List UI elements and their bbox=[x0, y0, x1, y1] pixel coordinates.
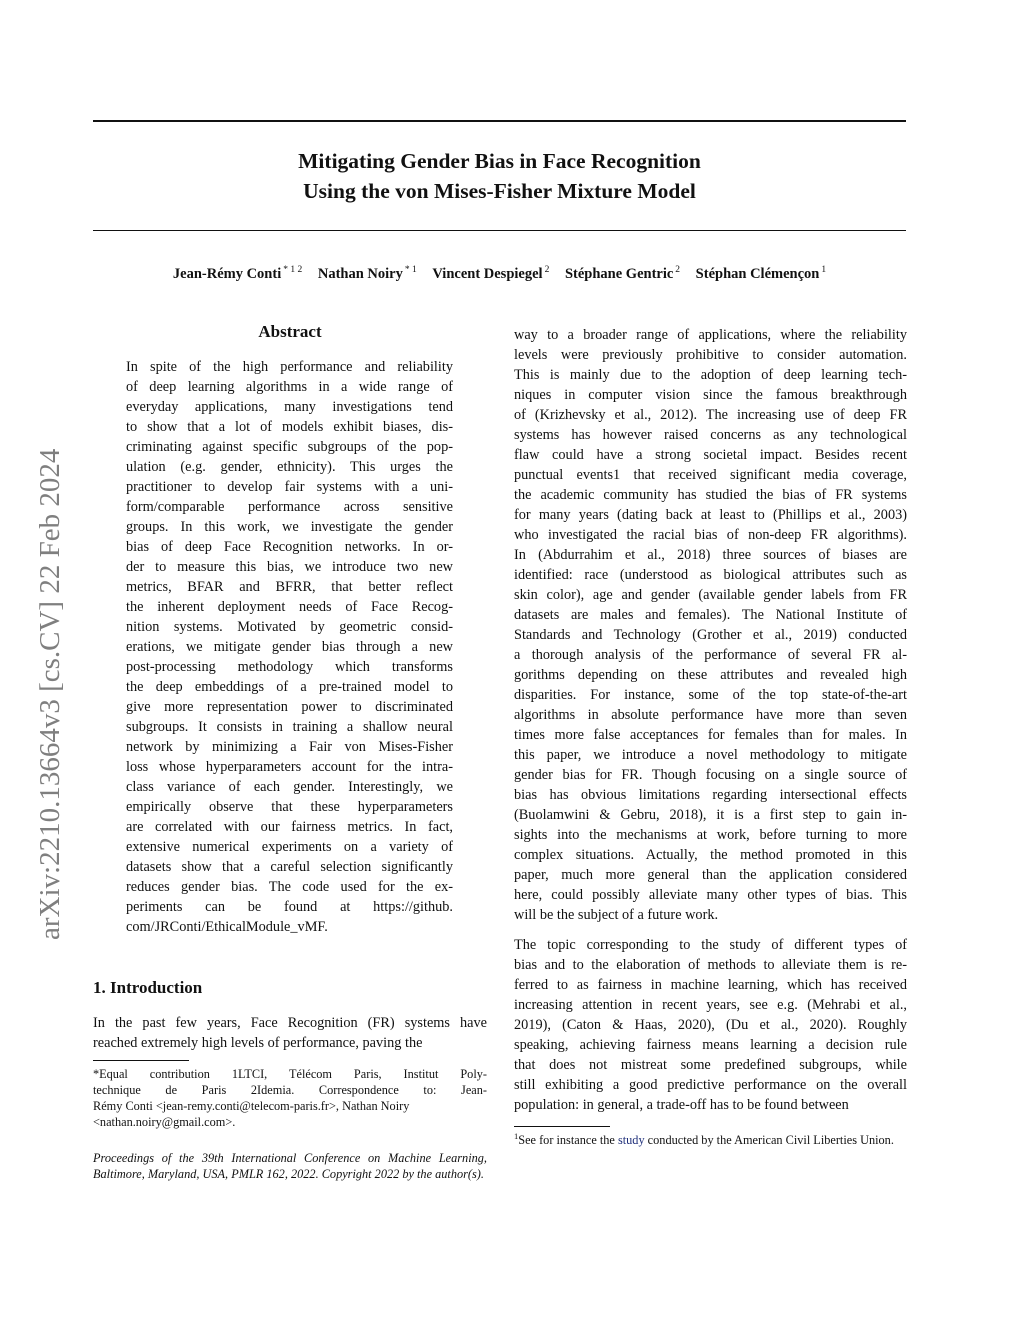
footnote-affiliations bbox=[93, 1066, 487, 1130]
body-text-line: punctual events1 that received significant media coverage, bbox=[514, 467, 907, 483]
body-text-line: way to a broader range of applications, where the reliability bbox=[514, 327, 907, 343]
footnote-marker: 1 bbox=[514, 1131, 519, 1141]
body-text-line: that does not mistreat some predefined subgroups, while bbox=[514, 1057, 907, 1073]
abstract-line: metrics, BFAR and BFRR, that better reflect bbox=[126, 579, 453, 595]
abstract-line: everyday applications, many investigations tend bbox=[126, 399, 453, 415]
abstract-line: class variance of each gender. Interestingly, we bbox=[126, 779, 453, 795]
abstract-line: subgroups. It consists in training a shallow neural bbox=[126, 719, 453, 735]
body-text-line: the academic community has studied the bias of FR systems bbox=[514, 487, 907, 503]
title-rule-top bbox=[93, 120, 906, 122]
body-text-line: This is mainly due to the adoption of deep learning tech- bbox=[514, 367, 907, 383]
footnote-line: *Equal contribution 1LTCI, Télécom Paris, Institut Poly- bbox=[93, 1067, 487, 1081]
abstract-line: ulation (e.g. gender, ethnicity). This urges the bbox=[126, 459, 453, 475]
proceedings-notice bbox=[93, 1150, 487, 1182]
introduction-body bbox=[93, 1013, 487, 1053]
abstract-line: bias of deep Face Recognition networks. In or- bbox=[126, 539, 453, 555]
body-text-line: Standards and Technology (Grother et al., 2019) conducted bbox=[514, 627, 907, 643]
body-text-line: In (Abdurrahim et al., 2018) three sources of biases are bbox=[514, 547, 907, 563]
abstract-line: der to measure this bias, we introduce two new bbox=[126, 559, 453, 575]
abstract-line: reduces gender bias. The code used for the ex- bbox=[126, 879, 453, 895]
abstract-line: network by minimizing a Fair von Mises-Fisher bbox=[126, 739, 453, 755]
introduction-line: In the past few years, Face Recognition (FR) systems have bbox=[93, 1015, 487, 1031]
body-text-line: algorithms in absolute performance have more than seven bbox=[514, 707, 907, 723]
abstract-line: form/comparable performance across sensitive bbox=[126, 499, 453, 515]
author-affiliation: 1 bbox=[821, 265, 827, 275]
body-text-line: The topic corresponding to the study of different types of bbox=[514, 937, 907, 953]
body-text-line: 2019), (Caton & Haas, 2020), (Du et al., 2020). Roughly bbox=[514, 1017, 907, 1033]
abstract-heading: Abstract bbox=[258, 322, 322, 341]
right-column-paragraph-2 bbox=[514, 935, 907, 1115]
body-text-line: disparities. For instance, some of the top state-of-the-art bbox=[514, 687, 907, 703]
body-text-line: this paper, we introduce a novel methodology to mitigate bbox=[514, 747, 907, 763]
body-text-line: flaw could have a strong societal impact. Besides recent bbox=[514, 447, 907, 463]
body-text-line: a thorough analysis of the performance of several FR al- bbox=[514, 647, 907, 663]
abstract-line: criminating against specific subgroups of the pop- bbox=[126, 439, 453, 455]
proceedings-text: Proceedings of the 39th International Conference on Machine Learning, Baltimore, Maryland, USA, PMLR 162, 2022. Copyright 2022 by the author(s). bbox=[93, 1151, 487, 1181]
author-list bbox=[93, 265, 906, 283]
body-text-line: datasets are males and females). The National Institute of bbox=[514, 607, 907, 623]
body-text-line: population: in general, a trade-off has to be found between bbox=[514, 1097, 849, 1113]
body-text-line: here, could possibly alleviate many other types of bias. This bbox=[514, 887, 907, 903]
body-text-line: for many years (dating back at least to (Phillips et al., 2003) bbox=[514, 507, 907, 523]
body-text-line: gorithms depending on these attributes and revealed high bbox=[514, 667, 907, 683]
body-text-line: still exhibiting a good predictive performance on the overall bbox=[514, 1077, 907, 1093]
paper-title-line-2: Using the von Mises-Fisher Mixture Model bbox=[303, 179, 696, 203]
body-text-line: skin color), age and gender (available gender labels from FR bbox=[514, 587, 907, 603]
study-link[interactable]: study bbox=[617, 1133, 645, 1148]
body-text-line: paper, much more general than the application considered bbox=[514, 867, 907, 883]
body-text-line: bias and to the elaboration of methods to alleviate them is re- bbox=[514, 957, 907, 973]
author-affiliation: 2 bbox=[544, 265, 550, 275]
body-text-line: levels were previously prohibitive to consider automation. bbox=[514, 347, 907, 363]
author bbox=[173, 266, 302, 282]
author-name: Stéphane Gentric bbox=[564, 265, 674, 282]
abstract-line: loss whose hyperparameters account for the intra- bbox=[126, 759, 453, 775]
abstract-line: of deep learning algorithms in a wide range of bbox=[126, 379, 453, 395]
body-text-line: identified: race (understood as biological attributes such as bbox=[514, 567, 907, 583]
arxiv-identifier-stamp: arXiv:2210.13664v3 [cs.CV] 22 Feb 2024 bbox=[34, 448, 66, 940]
abstract-line: nition systems. Motivated by geometric consid- bbox=[126, 619, 453, 635]
author-affiliation: 2 bbox=[675, 265, 681, 275]
body-text-line: increasing attention in recent years, see e.g. (Mehrabi et al., bbox=[514, 997, 907, 1013]
abstract-line: extensive numerical experiments on a variety of bbox=[126, 839, 453, 855]
author bbox=[432, 266, 549, 282]
author-affiliation: * 1 2 bbox=[283, 265, 303, 275]
author-name: Vincent Despiegel bbox=[432, 265, 543, 282]
abstract-line: are correlated with our fairness metrics. In fact, bbox=[126, 819, 453, 835]
abstract-line: give more representation power to discriminated bbox=[126, 699, 453, 715]
abstract-line: periments can be found at https://github. bbox=[126, 899, 453, 915]
title-rule-bottom bbox=[93, 230, 906, 231]
abstract-line: to show that a lot of models exhibit biases, dis- bbox=[126, 419, 453, 435]
abstract-line: In spite of the high performance and reliability bbox=[126, 359, 453, 375]
body-text-line: of (Krizhevsky et al., 2012). The increasing use of deep FR bbox=[514, 407, 907, 423]
abstract-body bbox=[126, 357, 453, 937]
author-affiliation: * 1 bbox=[404, 265, 417, 275]
body-text-line: gender bias for FR. Though focusing on a single source of bbox=[514, 767, 907, 783]
author bbox=[565, 266, 680, 282]
section-heading-introduction: 1. Introduction bbox=[93, 978, 203, 997]
author bbox=[318, 266, 417, 282]
footnote-line: technique de Paris 2Idemia. Correspondence to: Jean- bbox=[93, 1083, 487, 1097]
footnote-text-pre: See for instance the bbox=[518, 1133, 618, 1148]
body-text-line: sights into the mechanisms at work, before turning to more bbox=[514, 827, 907, 843]
body-text-line: speaking, achieving fairness means learning a decision rule bbox=[514, 1037, 907, 1053]
footnote-line: <nathan.noiry@gmail.com>. bbox=[93, 1115, 236, 1129]
abstract-line: practitioner to develop fair systems with a uni- bbox=[126, 479, 453, 495]
body-text-line: niques in computer vision since the famous breakthrough bbox=[514, 387, 907, 403]
abstract-line: com/JRConti/EthicalModule_vMF. bbox=[126, 919, 328, 935]
footnote-text-post: conducted by the American Civil Liberties Union. bbox=[644, 1133, 894, 1148]
abstract-line: erations, we mitigate gender bias through a new bbox=[126, 639, 453, 655]
body-text-line: bias has obvious limitations regarding intersectional effects bbox=[514, 787, 907, 803]
right-column-paragraph-1 bbox=[514, 325, 907, 925]
body-text-line: complex situations. Actually, the method promoted in this bbox=[514, 847, 907, 863]
body-text-line: who investigated the racial bias of non-deep FR algorithms). bbox=[514, 527, 907, 543]
abstract-line: datasets show that a careful selection significantly bbox=[126, 859, 453, 875]
author bbox=[696, 266, 826, 282]
body-text-line: ferred to as fairness in machine learning, which has received bbox=[514, 977, 907, 993]
abstract-line: empirically observe that these hyperparameters bbox=[126, 799, 453, 815]
abstract-line: groups. In this work, we investigate the gender bbox=[126, 519, 453, 535]
author-name: Stéphan Clémençon bbox=[695, 265, 820, 282]
body-text-line: will be the subject of a future work. bbox=[514, 907, 719, 923]
abstract-line: the inherent deployment needs of Face Recog- bbox=[126, 599, 453, 615]
paper-title-line-1: Mitigating Gender Bias in Face Recognition bbox=[298, 149, 701, 173]
introduction-line: reached extremely high levels of performance, paving the bbox=[93, 1035, 423, 1051]
footnote-rule-right bbox=[514, 1126, 610, 1127]
body-text-line: (Buolamwini & Gebru, 2018), it is a first step to gain in- bbox=[514, 807, 907, 823]
author-name: Jean-Rémy Conti bbox=[172, 265, 282, 282]
author-name: Nathan Noiry bbox=[317, 265, 403, 282]
footnote-aclu bbox=[514, 1128, 907, 1148]
footnote-line: Rémy Conti <jean-remy.conti@telecom-paris.fr>, Nathan Noiry bbox=[93, 1099, 410, 1113]
body-text-line: times more false acceptances for females than for males. In bbox=[514, 727, 907, 743]
footnote-rule-left bbox=[93, 1060, 189, 1061]
abstract-line: post-processing methodology which transforms bbox=[126, 659, 453, 675]
abstract-line: the deep embeddings of a pre-trained model to bbox=[126, 679, 453, 695]
body-text-line: systems has however raised concerns as any technological bbox=[514, 427, 907, 443]
